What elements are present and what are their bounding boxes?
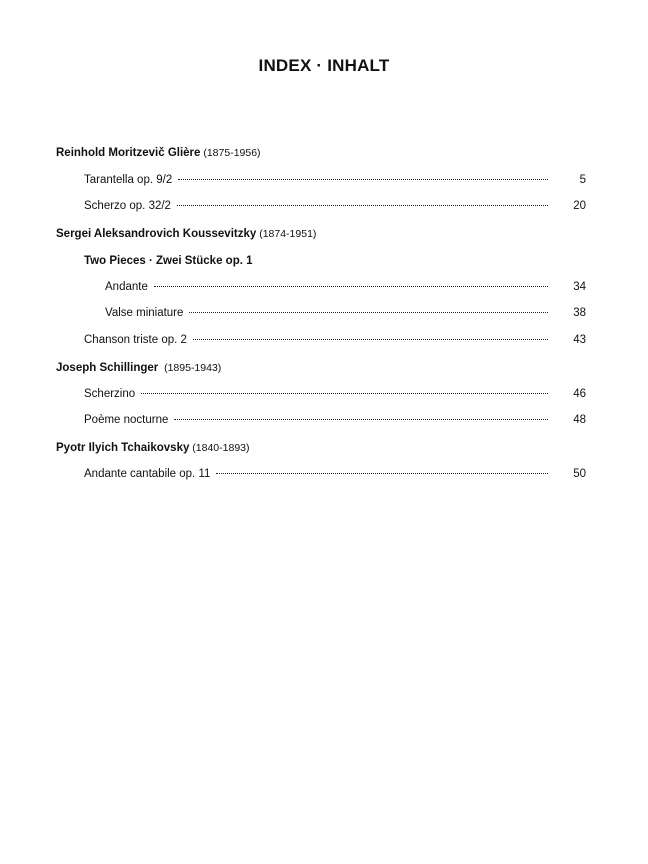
page-title: INDEX · INHALT <box>258 56 390 75</box>
composer-heading <box>56 144 586 162</box>
entry-page-number: 34 <box>573 281 586 293</box>
index-entry[interactable] <box>84 465 586 483</box>
entry-page-number: 5 <box>579 174 586 186</box>
composer-dates: (1895-1943) <box>158 362 222 374</box>
entry-page-number: 50 <box>573 468 586 480</box>
index-entry[interactable] <box>84 171 586 189</box>
index-entry[interactable] <box>105 278 586 296</box>
dot-leader <box>174 419 548 420</box>
entry-title: Scherzo op. 32/2 <box>84 200 171 212</box>
entry-title: Chanson triste op. 2 <box>84 334 187 346</box>
index-entry[interactable] <box>84 385 586 403</box>
composer-heading <box>56 439 586 457</box>
composer-name: Reinhold Moritzevič Glière <box>56 147 201 159</box>
entry-title: Andante cantabile op. 11 <box>84 468 211 480</box>
index-entry[interactable] <box>84 197 586 215</box>
entry-page-number: 43 <box>573 334 586 346</box>
composer-dates: (1874-1951) <box>256 228 317 240</box>
entry-page-number: 48 <box>573 414 586 426</box>
dot-leader <box>189 312 548 313</box>
dot-leader <box>216 473 548 474</box>
entry-title: Scherzino <box>84 388 136 400</box>
dot-leader <box>178 179 548 180</box>
entry-title: Valse miniature <box>105 307 184 319</box>
entry-page-number: 46 <box>573 388 586 400</box>
composer-name: Sergei Aleksandrovich Koussevitzky <box>56 228 257 240</box>
dot-leader <box>141 393 548 394</box>
composer-name: Pyotr Ilyich Tchaikovsky <box>56 442 190 454</box>
entry-title: Andante <box>105 281 148 293</box>
dot-leader <box>154 286 548 287</box>
dot-leader <box>177 205 548 206</box>
composer-name: Joseph Schillinger <box>56 362 159 374</box>
entry-page-number: 38 <box>573 307 586 319</box>
entry-title: Poème nocturne <box>84 414 169 426</box>
index-entry[interactable] <box>84 331 586 349</box>
composer-dates: (1875-1956) <box>200 147 261 159</box>
dot-leader <box>193 339 548 340</box>
composer-heading <box>56 225 586 243</box>
composer-heading <box>56 359 586 377</box>
entry-page-number: 20 <box>573 200 586 212</box>
composer-dates: (1840-1893) <box>189 442 250 454</box>
index-entry[interactable] <box>84 411 586 429</box>
entry-title: Tarantella op. 9/2 <box>84 174 173 186</box>
group-heading: Two Pieces · Zwei Stücke op. 1 <box>84 255 253 267</box>
index-entry[interactable] <box>105 304 586 322</box>
